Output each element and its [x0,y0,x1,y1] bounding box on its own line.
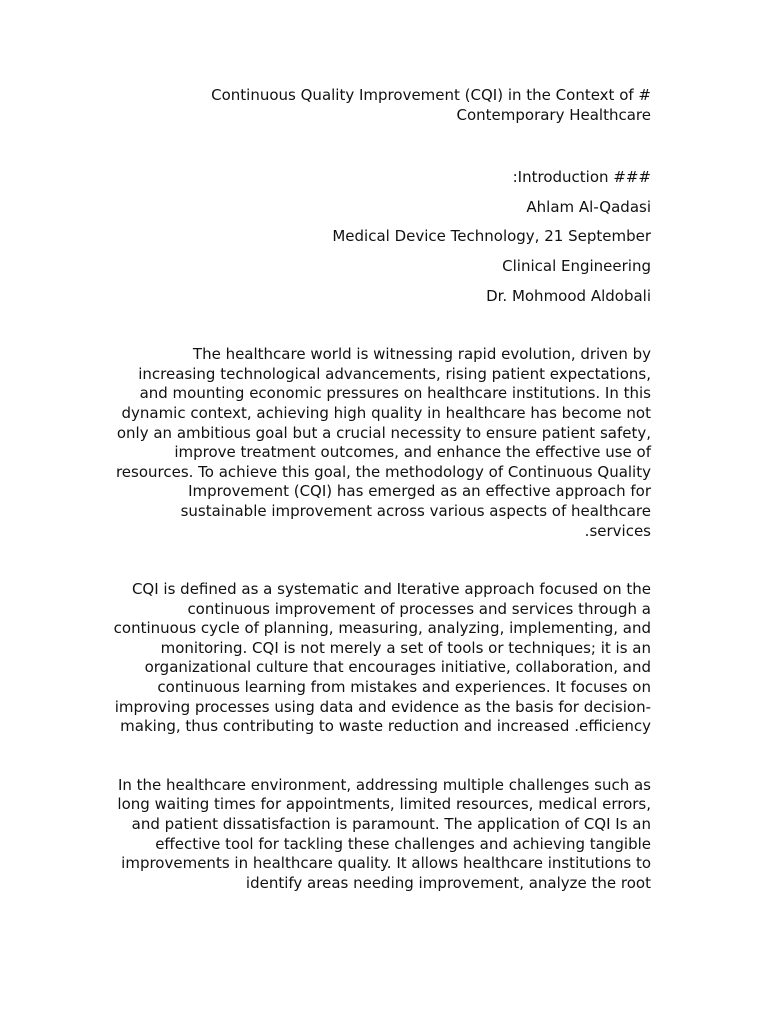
instructor-name: Dr. Mohmood Aldobali [486,286,651,305]
author-name: Ahlam Al-Qadasi [526,197,651,216]
department-name: Clinical Engineering [502,256,651,275]
document-title: Continuous Quality Improvement (CQI) in the Context of # Contemporary Healthcare [211,86,651,124]
paragraph-1: The healthcare world is witnessing rapid evolution, driven by increasing technological advancements, rising patient expectations, and mounting economic pressures on healthcare institutions. In this dynamic context, achieving high quality in healthcare has become not only an ambitious goal but a crucial necessity to ensure patient safety, improve treatment outcomes, and enhance the effective use of resources. To achieve this goal, the methodology of Continuous Quality Improvement (CQI) has emerged as an effective approach for sustainable improvement across various aspects of healthcare .services [115,345,651,540]
course-date: Medical Device Technology, 21 September [332,227,651,246]
section-heading: :Introduction ### [512,168,651,187]
document-body [113,86,651,932]
paragraph-2: CQI is defined as a systematic and Iterative approach focused on the continuous improvement of processes and services through a continuous cycle of planning, measuring, analyzing, implementing, and monitoring. CQI is not merely a set of tools or techniques; it is an organizational culture that encourages initiative, collaboration, and continuous learning from mistakes and experiences. It focuses on improving processes using data and evidence as the basis for decision-making, thus contributing to waste reduction and increased .efficiency [113,580,651,736]
paragraph-3: In the healthcare environment, addressing multiple challenges such as long waiting times for appointments, limited resources, medical errors, and patient dissatisfaction is paramount. The application of CQI Is an effective tool for tackling these challenges and achieving tangible improvements in healthcare quality. It allows healthcare institutions to identify areas needing improvement, analyze the root [117,775,651,892]
